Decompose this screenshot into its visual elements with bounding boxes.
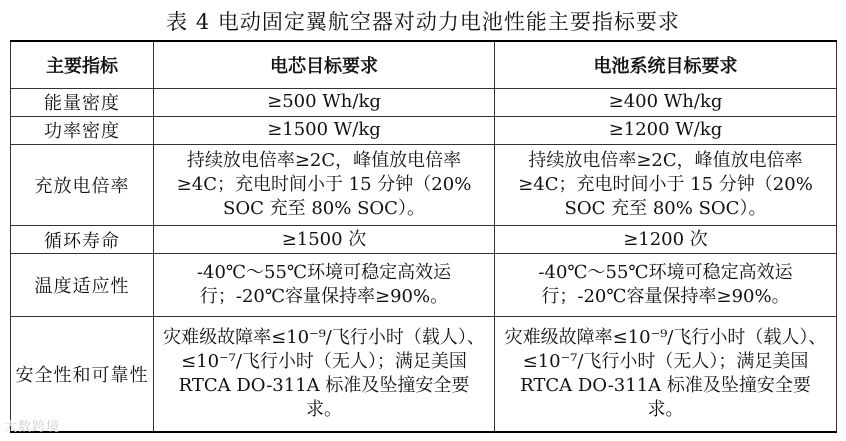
pack-target: 持续放电倍率≥2C，峰值放电倍率≥4C；充电时间小于 15 分钟（20% SOC 充至 80% SOC）。	[495, 144, 837, 226]
cell-target: 持续放电倍率≥2C，峰值放电倍率≥4C；充电时间小于 15 分钟（20% SOC 充至 80% SOC）。	[154, 144, 495, 226]
cell-target: 灾难级故障率≤10⁻⁹/飞行小时（载人）、≤10⁻⁷/飞行小时（无人）；满足美国 RTCA DO-311A 标准及坠撞安全要求。	[154, 317, 495, 432]
header-pack-target: 电池系统目标要求	[495, 41, 837, 89]
table-row	[11, 226, 837, 254]
pack-target: ≥1200 次	[495, 226, 837, 254]
pack-target: 灾难级故障率≤10⁻⁹/飞行小时（载人）、≤10⁻⁷/飞行小时（无人）；满足美国 RTCA DO-311A 标准及坠撞安全要求。	[495, 317, 837, 432]
table-caption: 表 4 电动固定翼航空器对动力电池性能主要指标要求	[166, 10, 680, 34]
table-row	[11, 317, 837, 432]
header-indicator: 主要指标	[11, 41, 154, 89]
row-label: 充放电倍率	[11, 144, 154, 226]
pack-target: -40℃～55℃环境可稳定高效运行；-20℃容量保持率≥90%。	[495, 254, 837, 317]
table-header-row	[11, 41, 837, 89]
cell-target: ≥1500 W/kg	[154, 116, 495, 144]
row-label: 温度适应性	[11, 254, 154, 317]
row-label: 循环寿命	[11, 226, 154, 254]
cell-target: -40℃～55℃环境可稳定高效运行；-20℃容量保持率≥90%。	[154, 254, 495, 317]
row-label: 安全性和可靠性	[11, 317, 154, 432]
table-row	[11, 89, 837, 117]
pack-target: ≥400 Wh/kg	[495, 89, 837, 117]
row-label: 功率密度	[11, 116, 154, 144]
header-cell-target: 电芯目标要求	[154, 41, 495, 89]
row-label: 能量密度	[11, 89, 154, 117]
spec-table	[10, 40, 837, 433]
cell-target: ≥500 Wh/kg	[154, 89, 495, 117]
pack-target: ≥1200 W/kg	[495, 116, 837, 144]
table-row	[11, 144, 837, 226]
watermark: 大数跨境	[4, 420, 61, 435]
table-row	[11, 116, 837, 144]
cell-target: ≥1500 次	[154, 226, 495, 254]
table-row	[11, 254, 837, 317]
